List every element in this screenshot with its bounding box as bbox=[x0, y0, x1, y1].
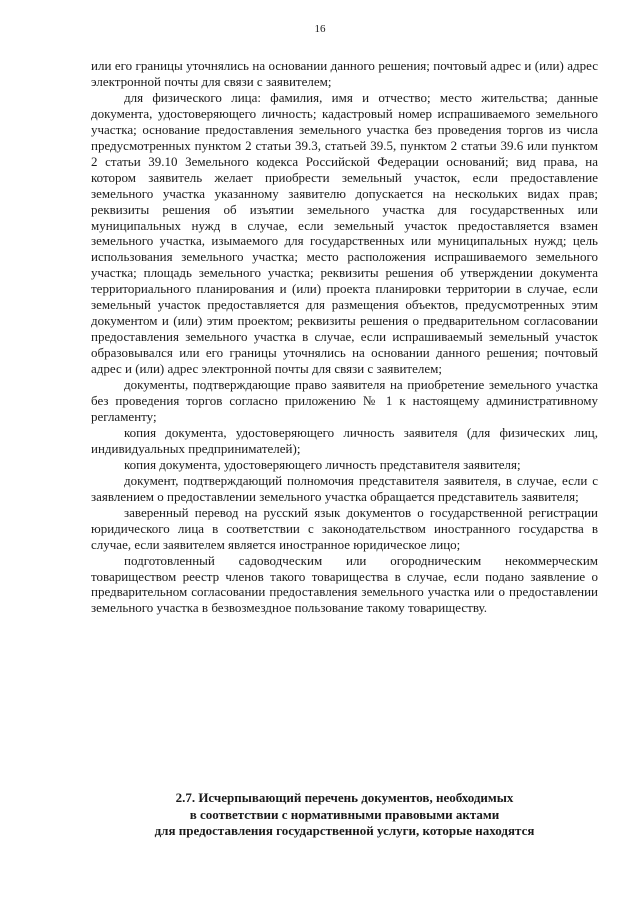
section-heading-line: для предоставления государственной услуги, которые находятся bbox=[154, 823, 535, 838]
paragraph-individual-requirements: для физического лица: фамилия, имя и отчество; место жительства; данные документа, удостоверяющего личность; кадастровый номер испрашиваемого земельного участка; основание предоставления земельного участка без проведения торгов из числа предусмотренных пунктом 2 статьи 39.3, статьей 39.5, пунктом 2 статьи 39.6 или пунктом 2 статьи 39.10 Земельного кодекса Российской Федерации оснований; вид права, на котором заявитель желает приобрести земельный участок, если предоставление земельного участка указанному заявителю допускается на нескольких видах прав; реквизиты решения об изъятии земельного участка для государственных или муниципальных нужд в случае, если земельный участок предоставляется взамен земельного участка, изымаемого для государственных или муниципальных нужд; цель использования земельного участка; место расположения испрашиваемого земельного участка; площадь земельного участка; реквизиты решения об утверждении документа территориального планирования и (или) проекта планировки территории в случае, если земельный участок предоставляется для размещения объектов, предусмотренных этим документом и (или) этим проектом; реквизиты решения о предварительном согласовании предоставления земельного участка в случае, если испрашиваемый земельный участок образовывался или его границы уточнялись на основании данного решения; почтовый адрес и (или) адрес электронной почты для связи с заявителем; bbox=[91, 89, 598, 377]
paragraph-rights-documents: документы, подтверждающие право заявителя на приобретение земельного участка без проведения торгов согласно приложению № 1 к настоящему административному регламенту; bbox=[91, 377, 598, 424]
paragraph-partnership-register: подготовленный садоводческим или огородническим некоммерческим товариществом реестр членов такого товарищества в случае, если подано заявление о предварительном согласовании предоставления земельного участка или о предоставлении земельного участка в безвозмездное пользование такому товариществу. bbox=[91, 552, 598, 616]
section-heading bbox=[91, 790, 598, 840]
paragraph-representative-id-copy: копия документа, удостоверяющего личность представителя заявителя; bbox=[124, 456, 521, 472]
paragraph-foreign-entity-translation: заверенный перевод на русский язык документов о государственной регистрации юридического лица в соответствии с законодательством иностранного государства в случае, если заявителем является иностранное юридическое лицо; bbox=[91, 504, 598, 552]
page-number: 16 bbox=[314, 23, 326, 35]
paragraph-continuation: или его границы уточнялись на основании данного решения; почтовый адрес и (или) адрес электронной почты для связи с заявителем; bbox=[91, 58, 598, 89]
paragraph-applicant-id-copy: копия документа, удостоверяющего личность заявителя (для физических лиц, индивидуальных предпринимателей); bbox=[91, 424, 598, 456]
section-heading-line: 2.7. Исчерпывающий перечень документов, необходимых bbox=[175, 790, 514, 805]
section-heading-line: в соответствии с нормативными правовыми актами bbox=[189, 806, 500, 822]
body-text bbox=[91, 58, 598, 616]
paragraph-representative-authority: документ, подтверждающий полномочия представителя заявителя, в случае, если с заявлением о предоставлении земельного участка обращается представитель заявителя; bbox=[91, 472, 598, 504]
